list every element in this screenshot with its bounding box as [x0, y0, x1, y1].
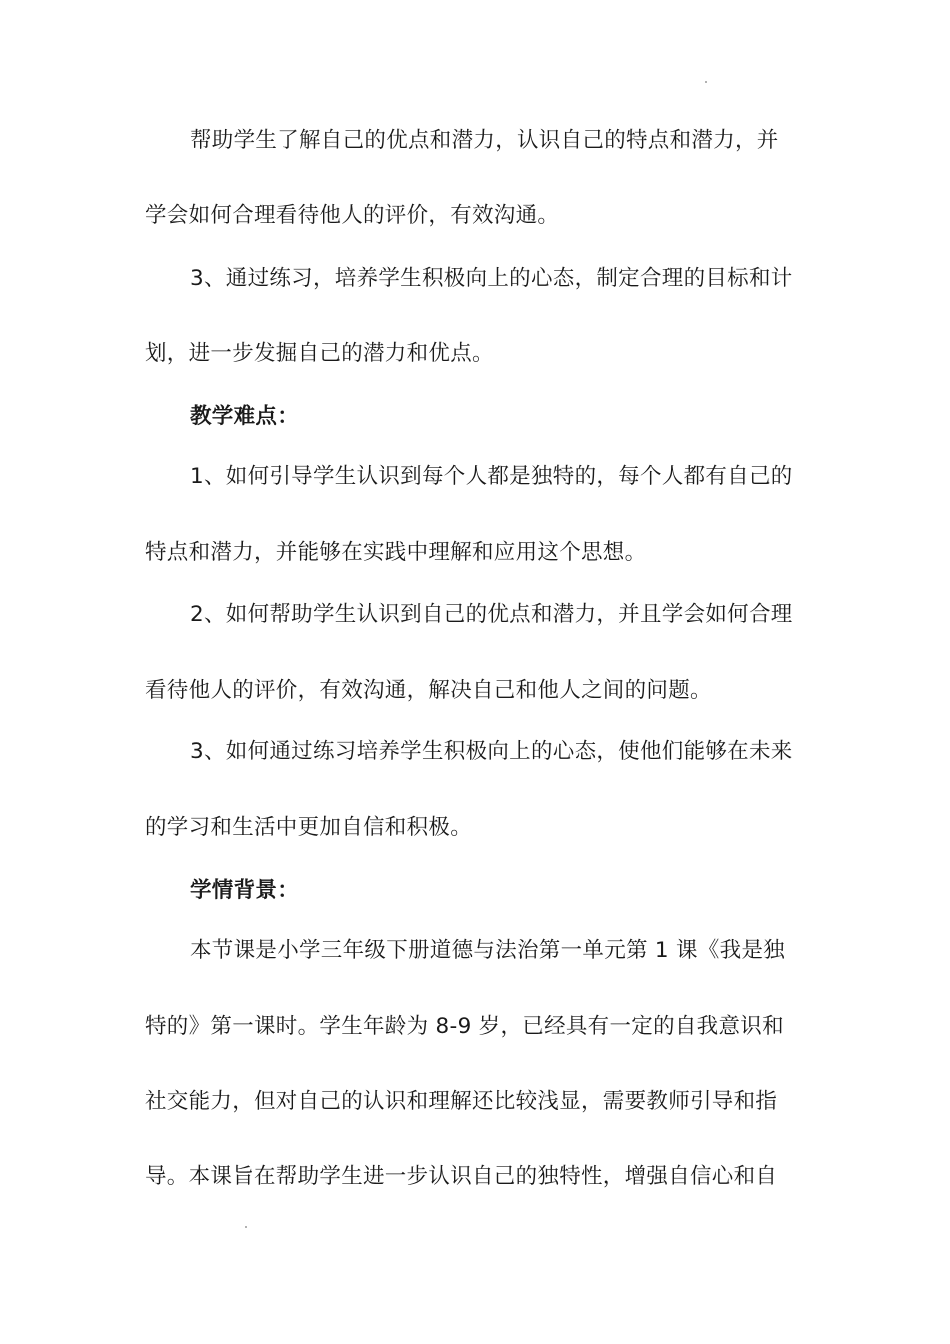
paragraph-line: 特的》第一课时。学生年龄为 8-9 岁，已经具有一定的自我意识和 [145, 1014, 784, 1039]
paragraph-line: 帮助学生了解自己的优点和潜力，认识自己的特点和潜力，并 [190, 128, 779, 153]
paragraph-line: 学会如何合理看待他人的评价，有效沟通。 [145, 203, 560, 228]
paragraph-line: 导。本课旨在帮助学生进一步认识自己的独特性，增强自信心和自 [145, 1164, 778, 1189]
section-heading-teaching-difficulties: 教学难点： [190, 404, 300, 429]
paragraph-line: 本节课是小学三年级下册道德与法治第一单元第 1 课《我是独 [190, 938, 786, 963]
paragraph-line: 社交能力，但对自己的认识和理解还比较浅显，需要教师引导和指 [145, 1089, 778, 1114]
section-heading-learning-background: 学情背景： [190, 878, 300, 903]
list-item-line: 3、通过练习，培养学生积极向上的心态，制定合理的目标和计 [190, 266, 793, 291]
list-item-line: 的学习和生活中更加自信和积极。 [145, 815, 473, 840]
scan-speck [705, 81, 707, 83]
list-item-line: 特点和潜力，并能够在实践中理解和应用这个思想。 [145, 540, 647, 565]
list-item-line: 2、如何帮助学生认识到自己的优点和潜力，并且学会如何合理 [190, 602, 793, 627]
list-item-line: 3、如何通过练习培养学生积极向上的心态，使他们能够在未来 [190, 739, 793, 764]
list-item-line: 1、如何引导学生认识到每个人都是独特的，每个人都有自己的 [190, 464, 793, 489]
scan-speck [245, 1226, 247, 1228]
list-item-line: 看待他人的评价，有效沟通，解决自己和他人之间的问题。 [145, 678, 712, 703]
list-item-line: 划，进一步发掘自己的潜力和优点。 [145, 341, 494, 366]
